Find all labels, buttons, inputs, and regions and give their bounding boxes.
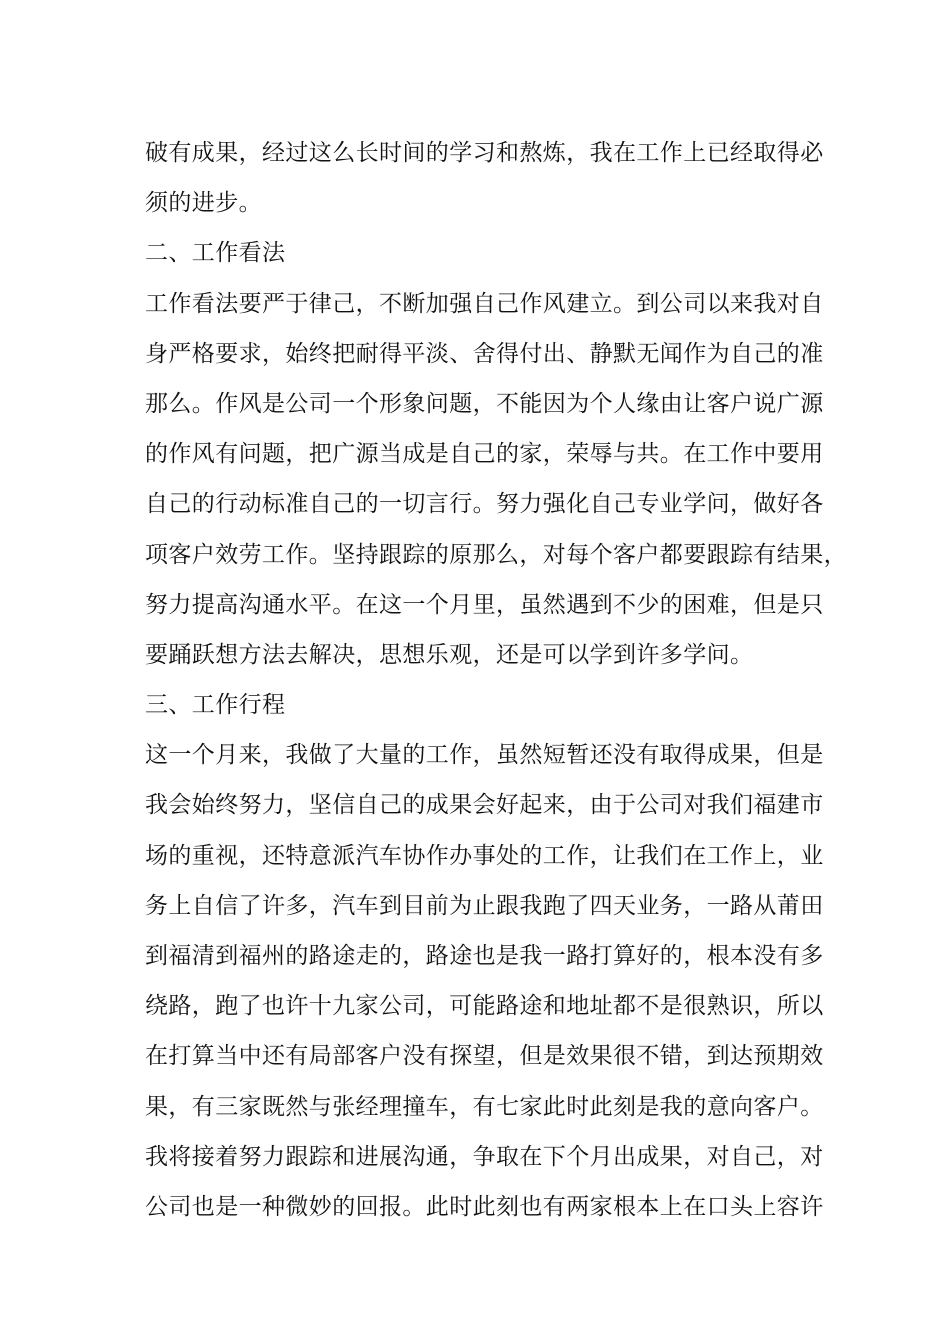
text-line: 身严格要求，始终把耐得平淡、舍得付出、静默无闻作为自己的准 [145, 340, 824, 367]
document-body [145, 128, 847, 1232]
text-line: 到福清到福州的路途走的，路途也是我一路打算好的，根本没有多 [145, 943, 824, 969]
text-line: 努力提高沟通水平。在这一个月里，虽然遇到不少的困难，但是只 [145, 591, 824, 618]
text-line: 工作看法要严于律己，不断加强自己作风建立。到公司以来我对自 [145, 290, 824, 317]
text-line: 务上自信了许多，汽车到目前为止跟我跑了四天业务，一路从莆田 [145, 892, 824, 919]
text-line: 要踊跃想方法去解决，思想乐观，还是可以学到许多学问。 [145, 641, 754, 668]
text-line: 自己的行动标准自己的一切言行。努力强化自己专业学问，做好各 [145, 491, 824, 518]
text-line: 在打算当中还有局部客户没有探望，但是效果很不错，到达预期效 [145, 1043, 824, 1070]
text-line: 须的进步。 [145, 190, 262, 217]
text-line: 绕路，跑了也许十九家公司，可能路途和地址都不是很熟识，所以 [145, 993, 824, 1020]
text-line: 那么。作风是公司一个形象问题，不能因为个人缘由让客户说广源 [145, 390, 824, 417]
section-heading: 三、工作行程 [145, 692, 286, 719]
text-line: 果，有三家既然与张经理撞车，有七家此时此刻是我的意向客户。 [145, 1093, 824, 1120]
text-line: 破有成果，经过这么长时间的学习和熬炼，我在工作上已经取得必 [145, 140, 824, 166]
section-heading: 二、工作看法 [145, 240, 286, 267]
text-line: 的作风有问题，把广源当成是自己的家，荣辱与共。在工作中要用 [145, 441, 824, 468]
text-line: 我将接着努力跟踪和进展沟通，争取在下个月出成果，对自己，对 [145, 1143, 824, 1170]
text-line: 场的重视，还特意派汽车协作办事处的工作，让我们在工作上，业 [145, 842, 824, 869]
text-line: 项客户效劳工作。坚持跟踪的原那么，对每个客户都要跟踪有结果， [145, 541, 847, 568]
text-line: 我会始终努力，坚信自己的成果会好起来，由于公司对我们福建市 [145, 792, 824, 819]
text-line: 这一个月来，我做了大量的工作，虽然短暂还没有取得成果，但是 [145, 742, 824, 769]
text-line: 公司也是一种微妙的回报。此时此刻也有两家根本上在口头上容许 [145, 1193, 824, 1220]
